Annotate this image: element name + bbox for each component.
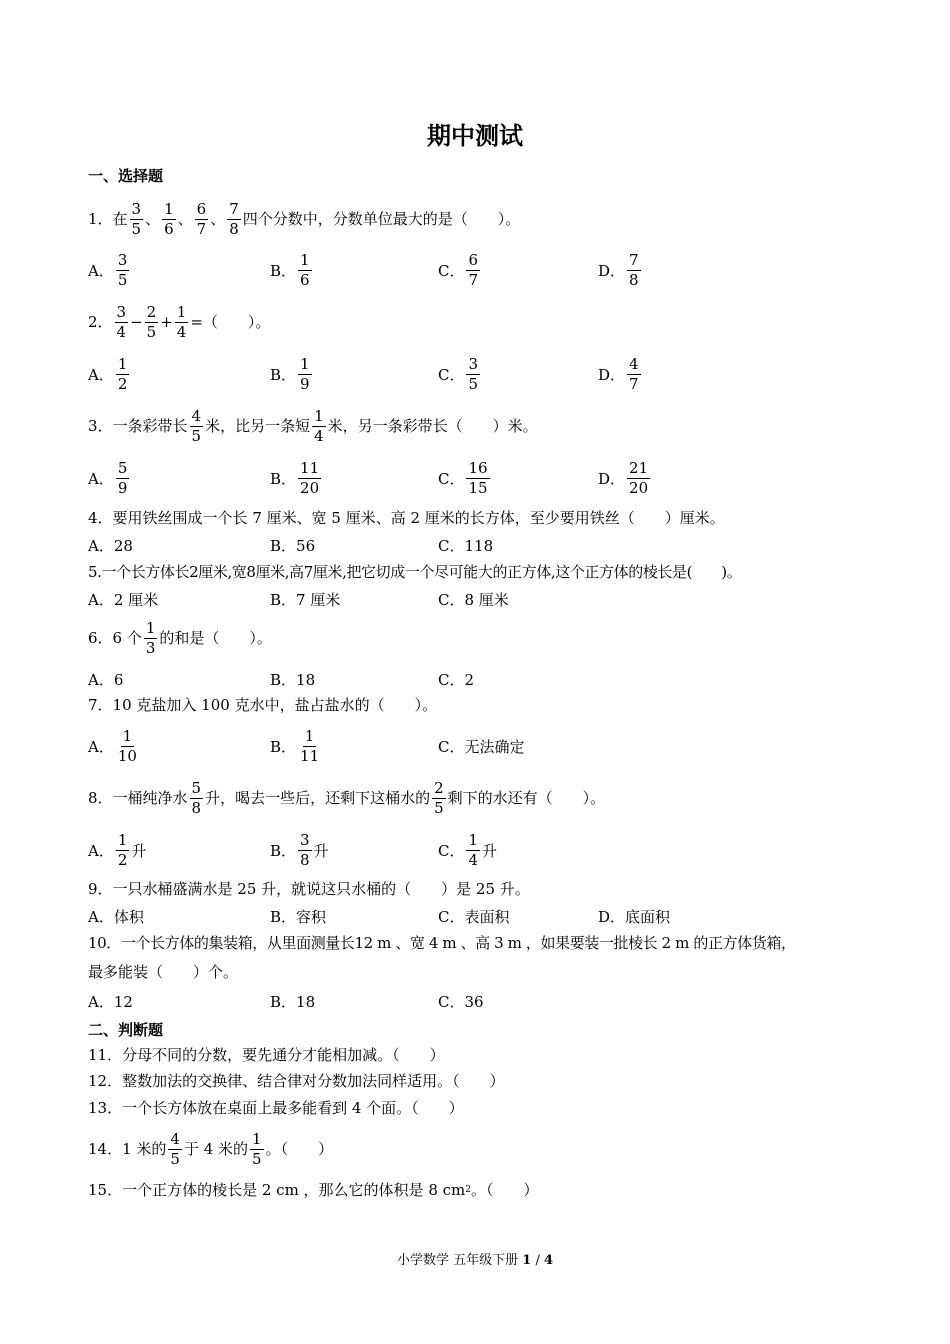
section-heading-choice: 一、选择题 [88, 167, 164, 185]
q7-option-b: B． $\frac{1}{11}$ [270, 726, 320, 765]
q7-option-c: C．无法确定 [438, 737, 525, 756]
page-total: 4 [543, 1253, 554, 1268]
q2-option-d: D． $\frac{4}{7}$ [598, 354, 639, 393]
q5-option-a: A．2 厘米 [88, 590, 159, 609]
q2-option-c: C． $\frac{3}{5}$ [438, 354, 479, 393]
q2-option-a: A． $\frac{1}{2}$ [88, 354, 128, 393]
question-2: 2． $\frac{3}{4}$ − $\frac{2}{5}$ + $\frac{1}{4}$ =（ ）。 [88, 302, 271, 341]
q3-option-c: C． $\frac{16}{15}$ [438, 458, 488, 497]
q1-option-c: C． $\frac{6}{7}$ [438, 250, 479, 289]
question-1: 1．在 $\frac{3}{5}$ 、 $\frac{1}{6}$ 、 $\frac{6}{7}$ 、 $\frac{7}{8}$ 四个分数中，分数单位最大的是（ ）。 [88, 199, 521, 238]
question-11: 11．分母不同的分数，要先通分才能相加减。（ ） [88, 1046, 445, 1064]
q8-option-b: B． $\frac{3}{8}$ 升 [270, 830, 329, 869]
q9-option-a: A．体积 [88, 907, 144, 926]
q4-option-b: B．56 [270, 536, 316, 555]
q10-option-a: A．12 [88, 992, 133, 1011]
q8-option-c: C． $\frac{1}{4}$ 升 [438, 830, 498, 869]
q5-option-c: C．8 厘米 [438, 590, 509, 609]
page-number: 1 [522, 1253, 532, 1268]
section-heading-judge: 二、判断题 [88, 1021, 164, 1039]
question-14: 14．1 米的 $\frac{4}{5}$ 于 4 米的 $\frac{1}{5}$ 。（ ） [88, 1129, 334, 1168]
question-8: 8．一桶纯净水 $\frac{5}{8}$ 升，喝去一些后，还剩下这桶水的 $\frac{2}{5}$ 剩下的水还有（ ）。 [88, 778, 606, 817]
q8-option-a: A． $\frac{1}{2}$ 升 [88, 830, 147, 869]
q4-option-c: C．118 [438, 536, 494, 555]
q7-option-a: A． $\frac{1}{10}$ [88, 726, 137, 765]
question-5: 5.一个长方体长2厘米,宽8厘米,高7厘米,把它切成一个尽可能大的正方体,这个正方体的棱长是( )。 [88, 563, 742, 581]
page-title: 期中测试 [427, 121, 523, 150]
q2-option-b: B． $\frac{1}{9}$ [270, 354, 310, 393]
question-6: 6．6 个 $\frac{1}{3}$ 的和是（ ）。 [88, 618, 272, 657]
q9-option-d: D．底面积 [598, 907, 671, 926]
q4-option-a: A．28 [88, 536, 133, 555]
q6-option-c: C．2 [438, 670, 475, 689]
question-4: 4．要用铁丝围成一个长 7 厘米、宽 5 厘米、高 2 厘米的长方体，至少要用铁丝（ ）厘米。 [88, 509, 725, 527]
q1-option-b: B． $\frac{1}{6}$ [270, 250, 310, 289]
question-15: 15．一个正方体的棱长是 2 cm ，那么它的体积是 8 cm 2 。（ ） [88, 1181, 539, 1199]
q10-option-c: C．36 [438, 992, 484, 1011]
page-footer: 小学数学 五年级下册 1 / 4 [396, 1253, 554, 1268]
question-7: 7．10 克盐加入 100 克水中，盐占盐水的（ ）。 [88, 696, 438, 714]
q9-option-c: C．表面积 [438, 907, 510, 926]
q3-option-d: D． $\frac{21}{20}$ [598, 458, 649, 497]
q9-option-b: B．容积 [270, 907, 327, 926]
q3-option-b: B． $\frac{11}{20}$ [270, 458, 320, 497]
question-9: 9．一只水桶盛满水是 25 升，就说这只水桶的（ ）是 25 升。 [88, 880, 530, 898]
q1-option-d: D． $\frac{7}{8}$ [598, 250, 639, 289]
question-10: 10．一个长方体的集装箱，从里面测量长12 m 、宽 4 m 、高 3 m ，如果要装一批棱长 2 m 的正方体货箱， [88, 934, 796, 952]
q3-option-a: A． $\frac{5}{9}$ [88, 458, 128, 497]
question-12: 12．整数加法的交换律、结合律对分数加法同样适用。（ ） [88, 1072, 505, 1090]
q5-option-b: B．7 厘米 [270, 590, 341, 609]
q1-option-a: A． $\frac{3}{5}$ [88, 250, 128, 289]
q6-option-a: A．6 [88, 670, 124, 689]
question-13: 13．一个长方体放在桌面上最多能看到 4 个面。（ ） [88, 1099, 464, 1117]
question-3: 3．一条彩带长 $\frac{4}{5}$ 米，比另一条短 $\frac{1}{4}$ 米，另一条彩带长（ ）米。 [88, 406, 538, 445]
question-10-cont: 最多能装（ ）个。 [88, 963, 239, 981]
q10-option-b: B．18 [270, 992, 316, 1011]
q6-option-b: B．18 [270, 670, 316, 689]
